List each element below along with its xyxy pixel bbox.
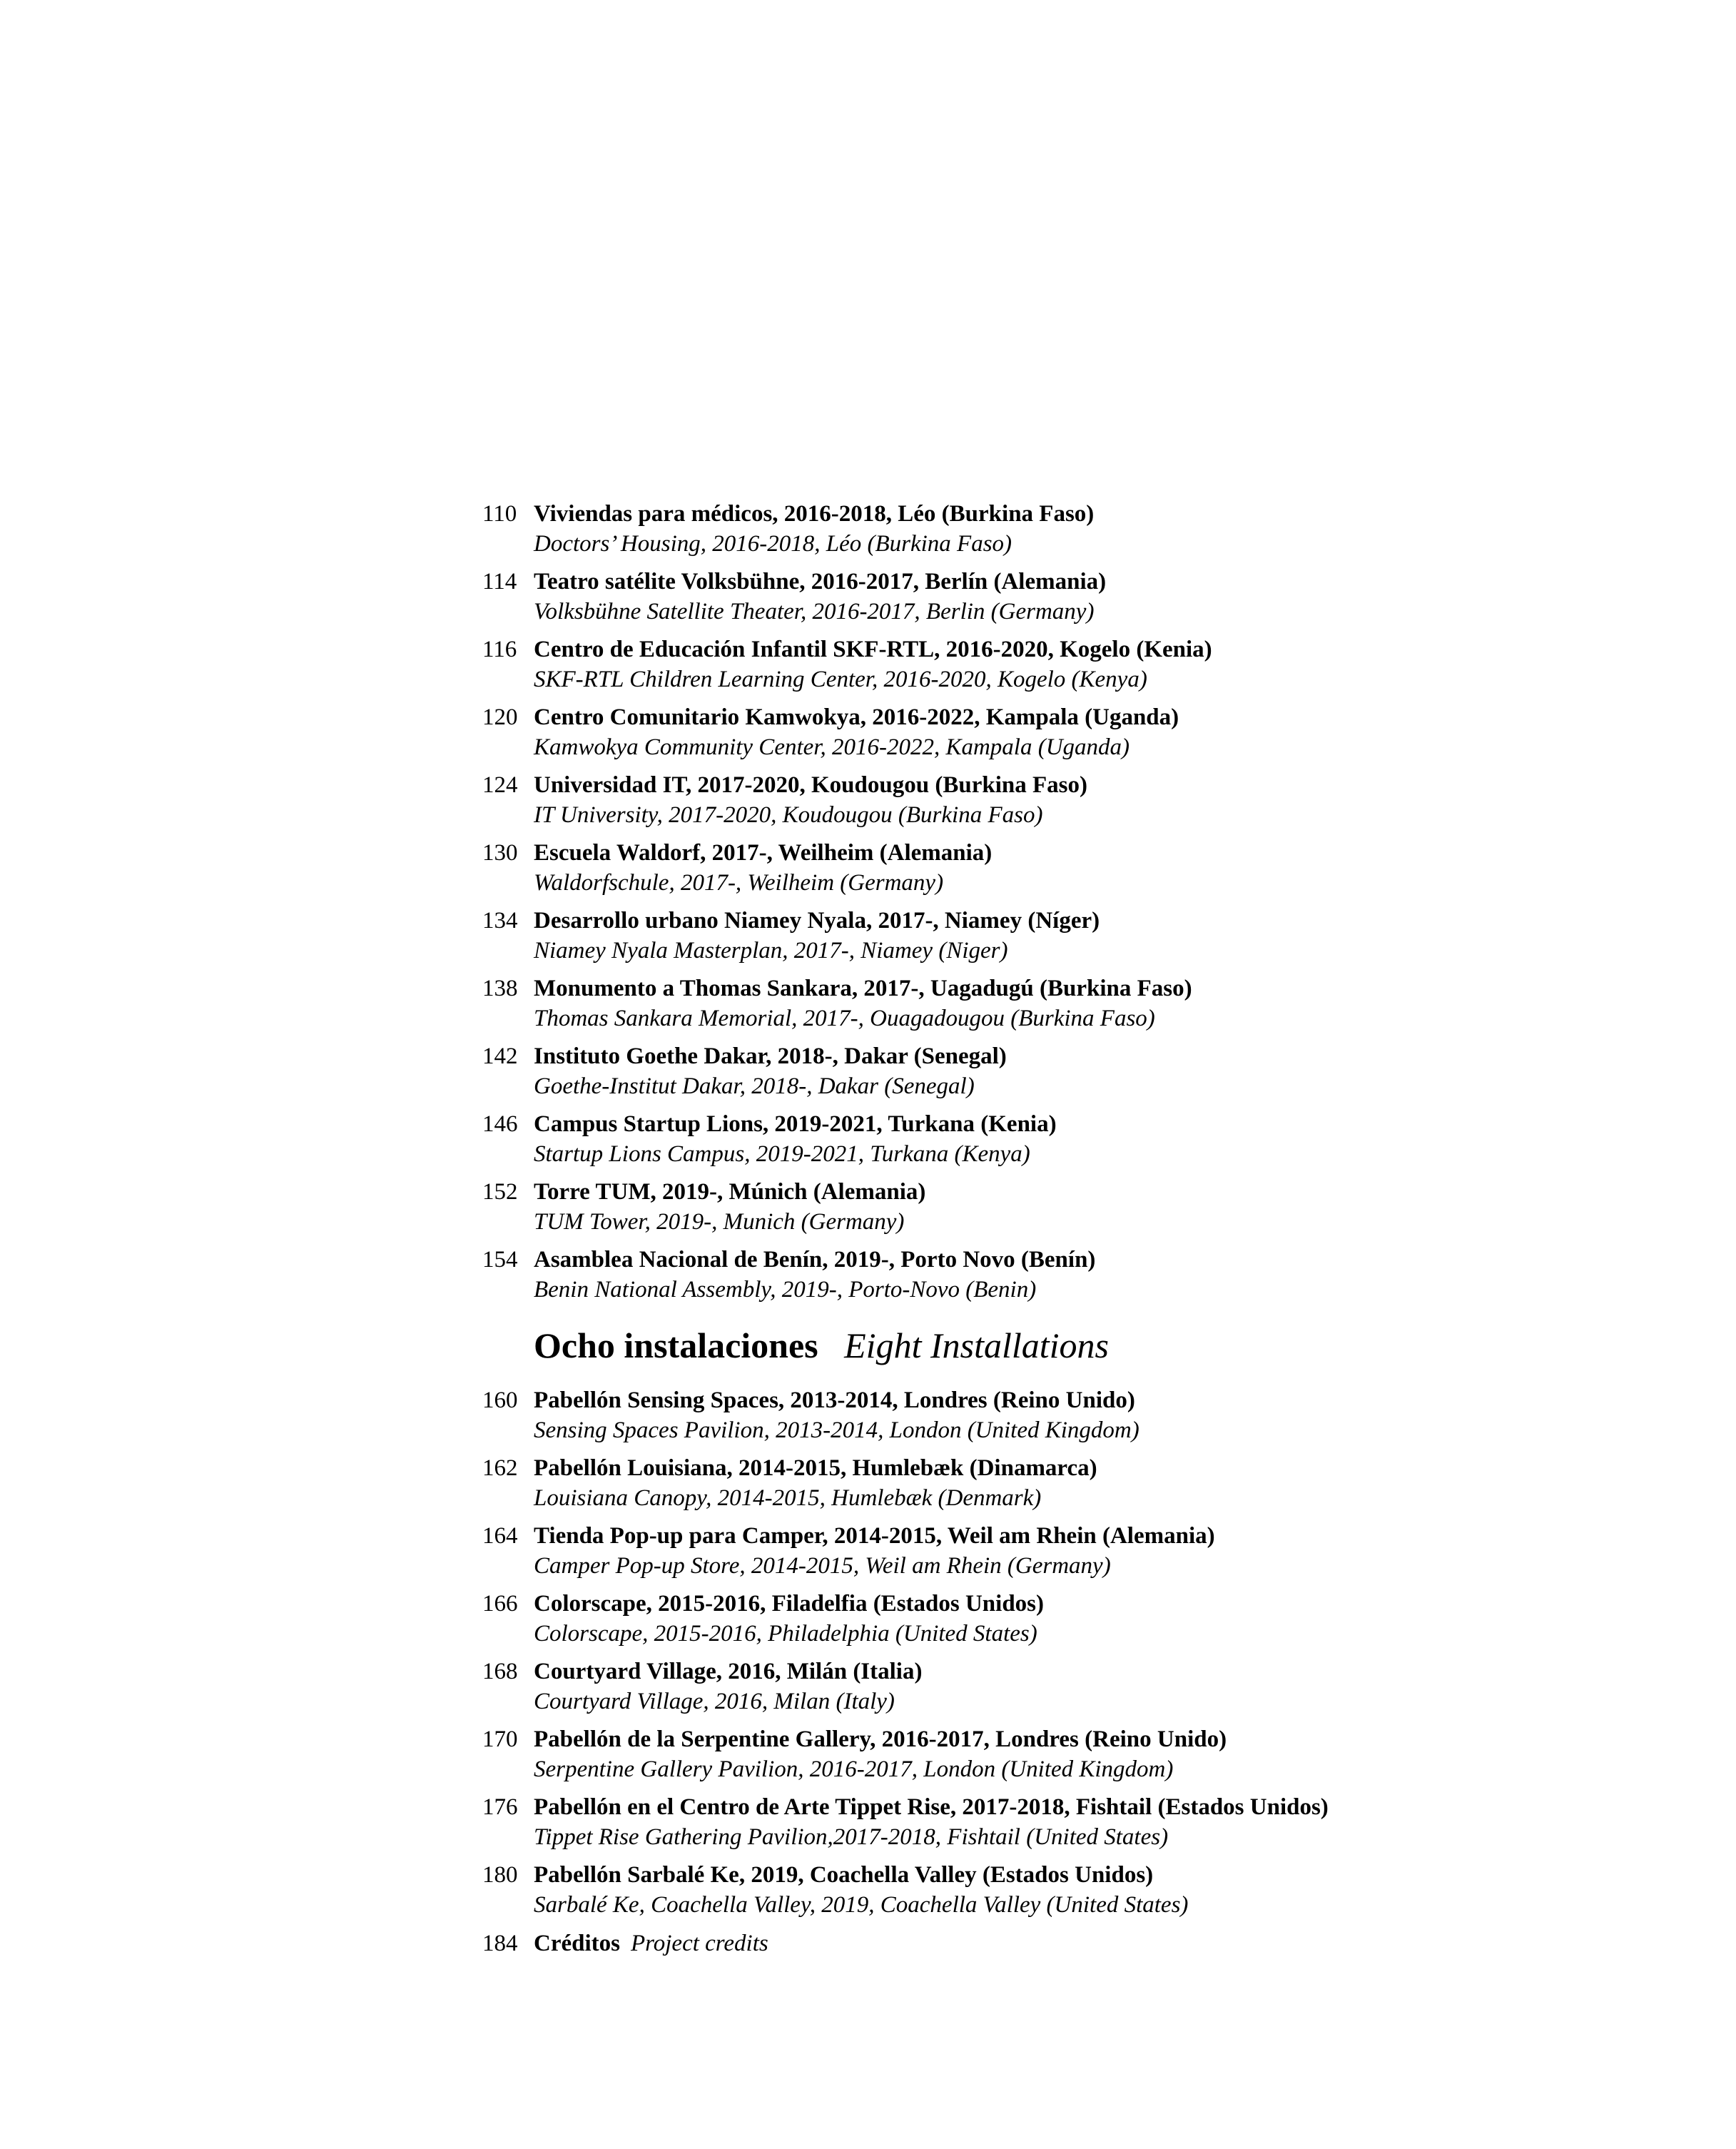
toc-entry xyxy=(482,1177,1396,1237)
page-number: 146 xyxy=(482,1111,518,1137)
title-english: TUM Tower, 2019-, Munich (Germany) xyxy=(534,1209,905,1235)
title-english: SKF-RTL Children Learning Center, 2016-2020, Kogelo (Kenya) xyxy=(534,667,1147,692)
title-english: Waldorfschule, 2017-, Weilheim (Germany) xyxy=(534,870,944,896)
page-number: 162 xyxy=(482,1455,518,1481)
toc-entry xyxy=(482,567,1396,627)
page-number: 164 xyxy=(482,1523,518,1549)
section-heading-english: Eight Installations xyxy=(844,1325,1109,1365)
page-number: 124 xyxy=(482,772,518,798)
toc-entry xyxy=(482,1792,1396,1852)
entry-titles xyxy=(534,702,1396,762)
title-english: Niamey Nyala Masterplan, 2017-, Niamey (Niger) xyxy=(534,938,1008,964)
title-spanish: Instituto Goethe Dakar, 2018-, Dakar (Senegal) xyxy=(534,1043,1007,1069)
title-english: Sensing Spaces Pavilion, 2013-2014, London (United Kingdom) xyxy=(534,1417,1139,1443)
title-spanish: Pabellón Sarbalé Ke, 2019, Coachella Valley (Estados Unidos) xyxy=(534,1862,1154,1888)
title-english: Goethe-Institut Dakar, 2018-, Dakar (Senegal) xyxy=(534,1073,975,1099)
page-number: 130 xyxy=(482,840,518,866)
title-spanish: Torre TUM, 2019-, Múnich (Alemania) xyxy=(534,1179,926,1205)
title-spanish: Courtyard Village, 2016, Milán (Italia) xyxy=(534,1659,923,1684)
title-english: IT University, 2017-2020, Koudougou (Burkina Faso) xyxy=(534,802,1043,828)
page-number: 160 xyxy=(482,1387,518,1413)
title-spanish: Viviendas para médicos, 2016-2018, Léo (Burkina Faso) xyxy=(534,501,1095,527)
page-number: 180 xyxy=(482,1862,518,1888)
entry-titles xyxy=(534,634,1396,694)
entry-titles xyxy=(534,1589,1396,1649)
title-english: Colorscape, 2015-2016, Philadelphia (United States) xyxy=(534,1621,1037,1647)
entry-titles xyxy=(534,1109,1396,1169)
credits-line xyxy=(534,1928,1396,1958)
entry-titles xyxy=(534,1245,1396,1305)
entry-titles xyxy=(534,1792,1396,1852)
page-number: 138 xyxy=(482,976,518,1001)
title-english: Doctors’ Housing, 2016-2018, Léo (Burkina Faso) xyxy=(534,531,1012,557)
title-spanish: Pabellón Sensing Spaces, 2013-2014, Londres (Reino Unido) xyxy=(534,1387,1135,1413)
entry-titles xyxy=(534,974,1396,1033)
toc-section-installations xyxy=(482,1385,1396,1920)
toc-entry xyxy=(482,1385,1396,1445)
title-english: Kamwokya Community Center, 2016-2022, Kampala (Uganda) xyxy=(534,734,1130,760)
title-spanish: Pabellón en el Centro de Arte Tippet Rise, 2017-2018, Fishtail (Estados Unidos) xyxy=(534,1794,1329,1820)
title-english: Camper Pop-up Store, 2014-2015, Weil am Rhein (Germany) xyxy=(534,1553,1111,1579)
title-spanish: Pabellón Louisiana, 2014-2015, Humlebæk (Dinamarca) xyxy=(534,1455,1097,1481)
title-spanish: Campus Startup Lions, 2019-2021, Turkana (Kenia) xyxy=(534,1111,1057,1137)
entry-titles xyxy=(534,1860,1396,1920)
title-english: Courtyard Village, 2016, Milan (Italy) xyxy=(534,1689,895,1714)
entry-titles xyxy=(534,567,1396,627)
title-english: Tippet Rise Gathering Pavilion,2017-2018, Fishtail (United States) xyxy=(534,1824,1169,1850)
entry-titles xyxy=(534,906,1396,966)
toc-entry xyxy=(482,1521,1396,1581)
table-of-contents xyxy=(482,499,1396,1966)
title-spanish: Escuela Waldorf, 2017-, Weilheim (Alemania) xyxy=(534,840,993,866)
title-spanish: Pabellón de la Serpentine Gallery, 2016-2017, Londres (Reino Unido) xyxy=(534,1726,1227,1752)
toc-entry xyxy=(482,1453,1396,1513)
toc-entry xyxy=(482,974,1396,1033)
credits-title-spanish: Créditos xyxy=(534,1931,620,1956)
entry-titles xyxy=(534,1657,1396,1716)
entry-titles xyxy=(534,1177,1396,1237)
toc-entry xyxy=(482,1657,1396,1716)
title-english: Startup Lions Campus, 2019-2021, Turkana (Kenya) xyxy=(534,1141,1030,1167)
title-spanish: Centro de Educación Infantil SKF-RTL, 2016-2020, Kogelo (Kenia) xyxy=(534,637,1212,662)
page-number: 152 xyxy=(482,1179,518,1205)
title-spanish: Asamblea Nacional de Benín, 2019-, Porto Novo (Benín) xyxy=(534,1247,1096,1273)
title-spanish: Tienda Pop-up para Camper, 2014-2015, Weil am Rhein (Alemania) xyxy=(534,1523,1215,1549)
title-english: Volksbühne Satellite Theater, 2016-2017, Berlin (Germany) xyxy=(534,599,1095,625)
title-spanish: Monumento a Thomas Sankara, 2017-, Uagadugú (Burkina Faso) xyxy=(534,976,1192,1001)
page-number: 134 xyxy=(482,908,518,934)
toc-entry xyxy=(482,770,1396,830)
title-spanish: Colorscape, 2015-2016, Filadelfia (Estados Unidos) xyxy=(534,1591,1045,1617)
credits-title-english: Project credits xyxy=(630,1931,768,1956)
title-english: Sarbalé Ke, Coachella Valley, 2019, Coachella Valley (United States) xyxy=(534,1892,1189,1918)
title-english: Louisiana Canopy, 2014-2015, Humlebæk (Denmark) xyxy=(534,1485,1042,1511)
toc-entry xyxy=(482,838,1396,898)
title-spanish: Universidad IT, 2017-2020, Koudougou (Burkina Faso) xyxy=(534,772,1087,798)
page-number: 142 xyxy=(482,1043,518,1069)
page-number: 114 xyxy=(482,569,517,595)
toc-entry xyxy=(482,1245,1396,1305)
section-heading xyxy=(534,1324,1396,1367)
page-number: 120 xyxy=(482,704,518,730)
toc-entry xyxy=(482,499,1396,559)
toc-entry xyxy=(482,1109,1396,1169)
entry-titles xyxy=(534,770,1396,830)
title-spanish: Desarrollo urbano Niamey Nyala, 2017-, Niamey (Níger) xyxy=(534,908,1100,934)
entry-titles xyxy=(534,838,1396,898)
toc-entry xyxy=(482,1041,1396,1101)
entry-titles xyxy=(534,1724,1396,1784)
page-number: 110 xyxy=(482,501,517,527)
page-number: 166 xyxy=(482,1591,518,1617)
section-heading-spanish: Ocho instalaciones xyxy=(534,1325,818,1365)
entry-titles xyxy=(534,1041,1396,1101)
toc-entry xyxy=(482,1724,1396,1784)
page-number: 168 xyxy=(482,1659,518,1684)
toc-entry xyxy=(482,1589,1396,1649)
toc-entry xyxy=(482,906,1396,966)
page-number: 116 xyxy=(482,637,517,662)
page-number: 154 xyxy=(482,1247,518,1273)
title-english: Benin National Assembly, 2019-, Porto-Novo (Benin) xyxy=(534,1277,1037,1303)
title-spanish: Teatro satélite Volksbühne, 2016-2017, Berlín (Alemania) xyxy=(534,569,1107,595)
entry-titles xyxy=(534,1521,1396,1581)
title-english: Thomas Sankara Memorial, 2017-, Ouagadougou (Burkina Faso) xyxy=(534,1006,1155,1031)
toc-entry xyxy=(482,634,1396,694)
entry-titles xyxy=(534,1453,1396,1513)
title-english: Serpentine Gallery Pavilion, 2016-2017, London (United Kingdom) xyxy=(534,1756,1174,1782)
title-spanish: Centro Comunitario Kamwokya, 2016-2022, Kampala (Uganda) xyxy=(534,704,1179,730)
page-number: 176 xyxy=(482,1794,518,1820)
entry-titles xyxy=(534,1385,1396,1445)
toc-entry-credits xyxy=(482,1928,1396,1958)
page-number: 184 xyxy=(482,1931,518,1956)
page-number: 170 xyxy=(482,1726,518,1752)
entry-titles xyxy=(534,499,1396,559)
toc-entry xyxy=(482,702,1396,762)
toc-section-projects xyxy=(482,499,1396,1305)
toc-entry xyxy=(482,1860,1396,1920)
